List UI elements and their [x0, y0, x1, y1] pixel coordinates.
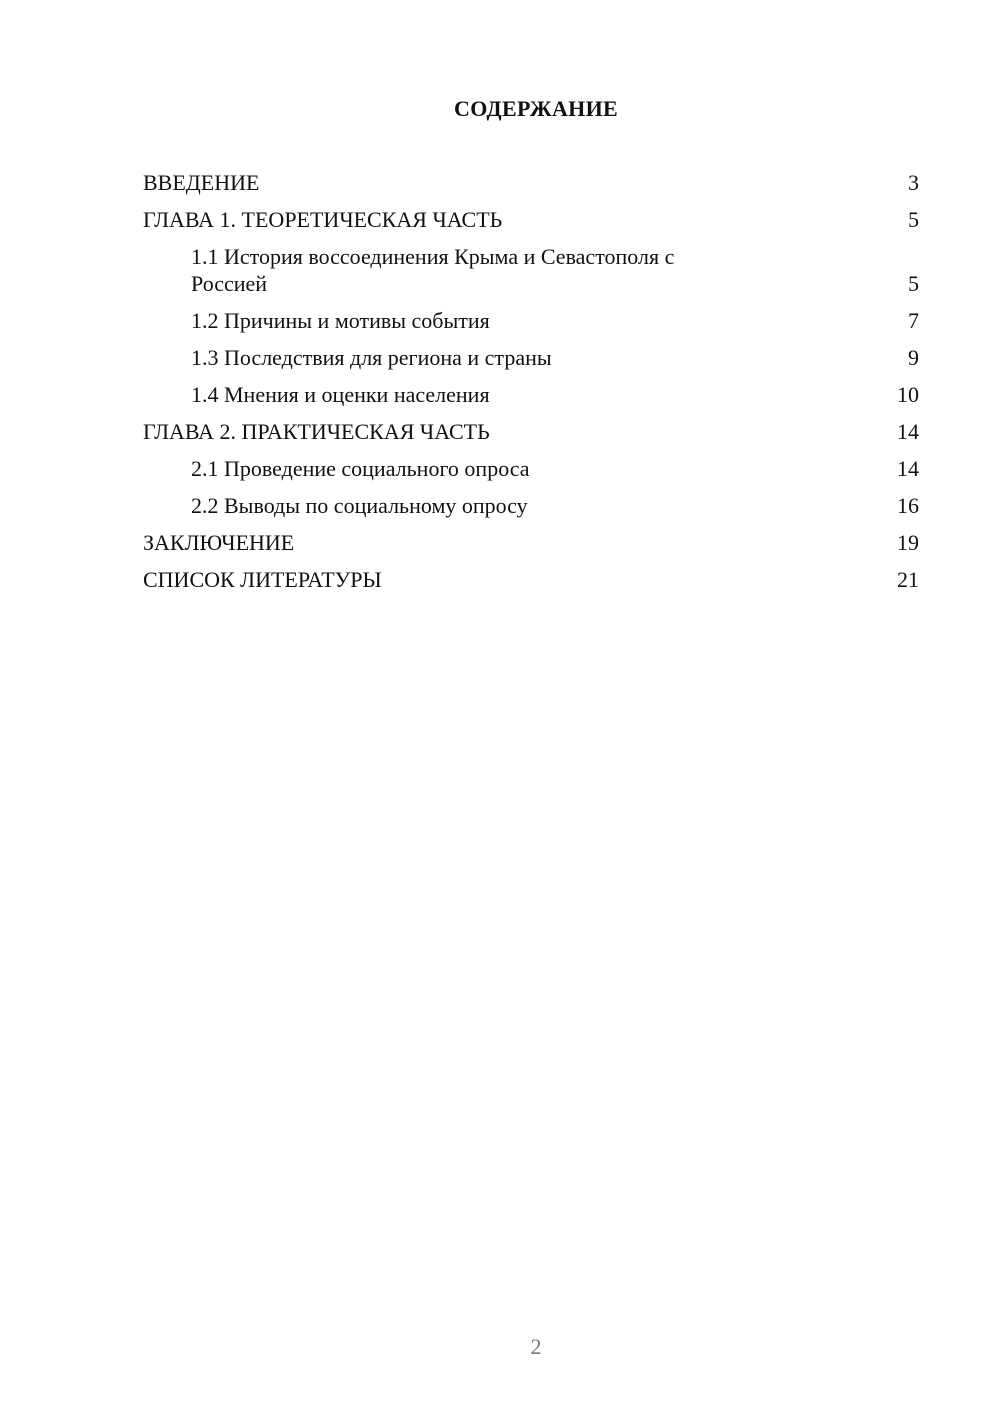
toc-entry-page: 14: [897, 419, 919, 444]
toc-entry-label: ВВЕДЕНИЕ: [143, 170, 260, 195]
toc-entry-section-2-2: [143, 492, 919, 519]
toc-entry-page: 16: [897, 493, 919, 518]
toc-entry-page: 14: [897, 456, 919, 481]
toc-entry-introduction: [143, 169, 919, 196]
toc-entry-label: 2.2 Выводы по социальному опросу: [191, 493, 528, 518]
toc-entry-conclusion: [143, 529, 919, 556]
toc-entry-page: 7: [908, 308, 919, 333]
table-of-contents: [143, 169, 919, 603]
toc-entry-label: 1.4 Мнения и оценки населения: [191, 382, 490, 407]
toc-entry-label: ГЛАВА 2. ПРАКТИЧЕСКАЯ ЧАСТЬ: [143, 419, 490, 444]
toc-entry-section-1-3: [143, 344, 919, 371]
toc-entry-label: 1.2 Причины и мотивы события: [191, 308, 490, 333]
page-number: 2: [530, 1334, 542, 1359]
toc-entry-page: 3: [908, 170, 919, 195]
toc-entry-section-1-2: [143, 307, 919, 334]
toc-entry-page: 9: [908, 345, 919, 370]
toc-entry-page: 19: [897, 530, 919, 555]
toc-entry-label: ГЛАВА 1. ТЕОРЕТИЧЕСКАЯ ЧАСТЬ: [143, 207, 503, 232]
toc-entry-page: 5: [908, 271, 919, 296]
toc-entry-label: СПИСОК ЛИТЕРАТУРЫ: [143, 567, 382, 592]
toc-entry-section-1-1: [143, 243, 919, 297]
toc-entry-page: 5: [908, 207, 919, 232]
toc-entry-chapter-1: [143, 206, 919, 233]
toc-entry-bibliography: [143, 566, 919, 593]
toc-entry-label: 2.1 Проведение социального опроса: [191, 456, 530, 481]
toc-entry-label: 1.1 История воссоединения Крыма и Севастополя с Россией: [191, 244, 675, 296]
page-title: СОДЕРЖАНИЕ: [454, 96, 618, 121]
toc-entry-page: 10: [897, 382, 919, 407]
toc-entry-page: 21: [897, 567, 919, 592]
toc-entry-label: ЗАКЛЮЧЕНИЕ: [143, 530, 295, 555]
toc-entry-chapter-2: [143, 418, 919, 445]
toc-entry-section-1-4: [143, 381, 919, 408]
toc-entry-section-2-1: [143, 455, 919, 482]
toc-entry-label: 1.3 Последствия для региона и страны: [191, 345, 552, 370]
